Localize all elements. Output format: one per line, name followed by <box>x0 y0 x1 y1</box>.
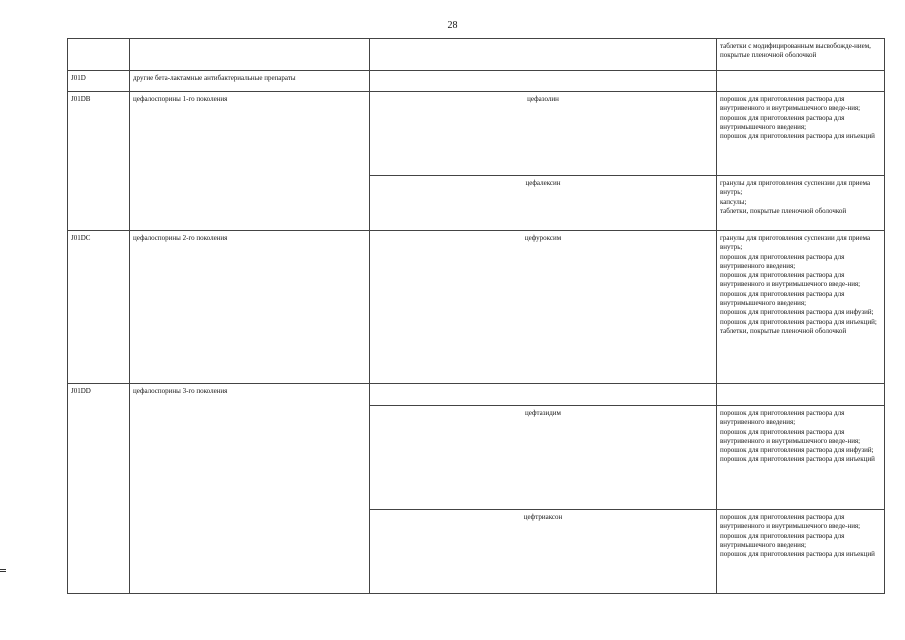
group-name: цефалоспорины 3-го поколения <box>130 384 370 594</box>
group-name: другие бета-лактамные антибактериальные препараты <box>130 71 370 92</box>
table-row <box>68 231 885 384</box>
dosage-form-cell <box>717 384 885 406</box>
drug-name: цефтазидим <box>370 406 717 510</box>
group-name: цефалоспорины 1-го поколения <box>130 92 370 231</box>
table-row <box>68 384 885 406</box>
medicines-table <box>67 38 885 594</box>
code-cell <box>68 39 130 71</box>
atc-code: J01D <box>68 71 130 92</box>
drug-name: цефтриаксон <box>370 510 717 594</box>
page-number: 28 <box>447 20 458 31</box>
dosage-form-cell: порошок для приготовления раствора для внутривенного и внутримышечного введе-ния; порошок для приготовления раствора для внутримышечного введения; порошок для приготовления раствора для инъекций <box>717 92 885 176</box>
drug-cell <box>370 71 717 92</box>
table-row <box>68 92 885 176</box>
drug-cell <box>370 384 717 406</box>
group-name: цефалоспорины 2-го поколения <box>130 231 370 384</box>
atc-code: J01DD <box>68 384 130 594</box>
dosage-form-cell: гранулы для приготовления суспензии для приема внутрь; капсулы; таблетки, покрытые пленочной оболочкой <box>717 176 885 231</box>
scan-edge-mark <box>0 569 6 572</box>
atc-code: J01DB <box>68 92 130 231</box>
table-row <box>68 39 885 71</box>
dosage-form-cell: порошок для приготовления раствора для внутривенного и внутримышечного введе-ния; порошок для приготовления раствора для внутримышечного введения; порошок для приготовления раствора для инъекций <box>717 510 885 594</box>
table-row <box>68 71 885 92</box>
drug-name: цефалексин <box>370 176 717 231</box>
dosage-form-cell: таблетки с модифицированным высвобожде-нием, покрытые пленочной оболочкой <box>717 39 885 71</box>
dosage-form-cell <box>717 71 885 92</box>
drug-name: цефазолин <box>370 92 717 176</box>
dosage-form-cell: порошок для приготовления раствора для внутривенного введения; порошок для приготовления раствора для внутривенного и внутримышечного введе-ния; порошок для приготовления раствора для инфузий; порошок для приготовления раствора для инъекций <box>717 406 885 510</box>
dosage-form-cell: гранулы для приготовления суспензии для приема внутрь; порошок для приготовления раствора для внутривенного введения; порошок для приготовления раствора для внутривенного и внутримышечного введе-ния; порошок для приготовления раствора для внутримышечного введения; порошок для приготовления раствора для инфузий; порошок для приготовления раствора для инъекций; таблетки, покрытые пленочной оболочкой <box>717 231 885 384</box>
drug-name: цефуроксим <box>370 231 717 384</box>
group-cell <box>130 39 370 71</box>
atc-code: J01DC <box>68 231 130 384</box>
drug-cell <box>370 39 717 71</box>
